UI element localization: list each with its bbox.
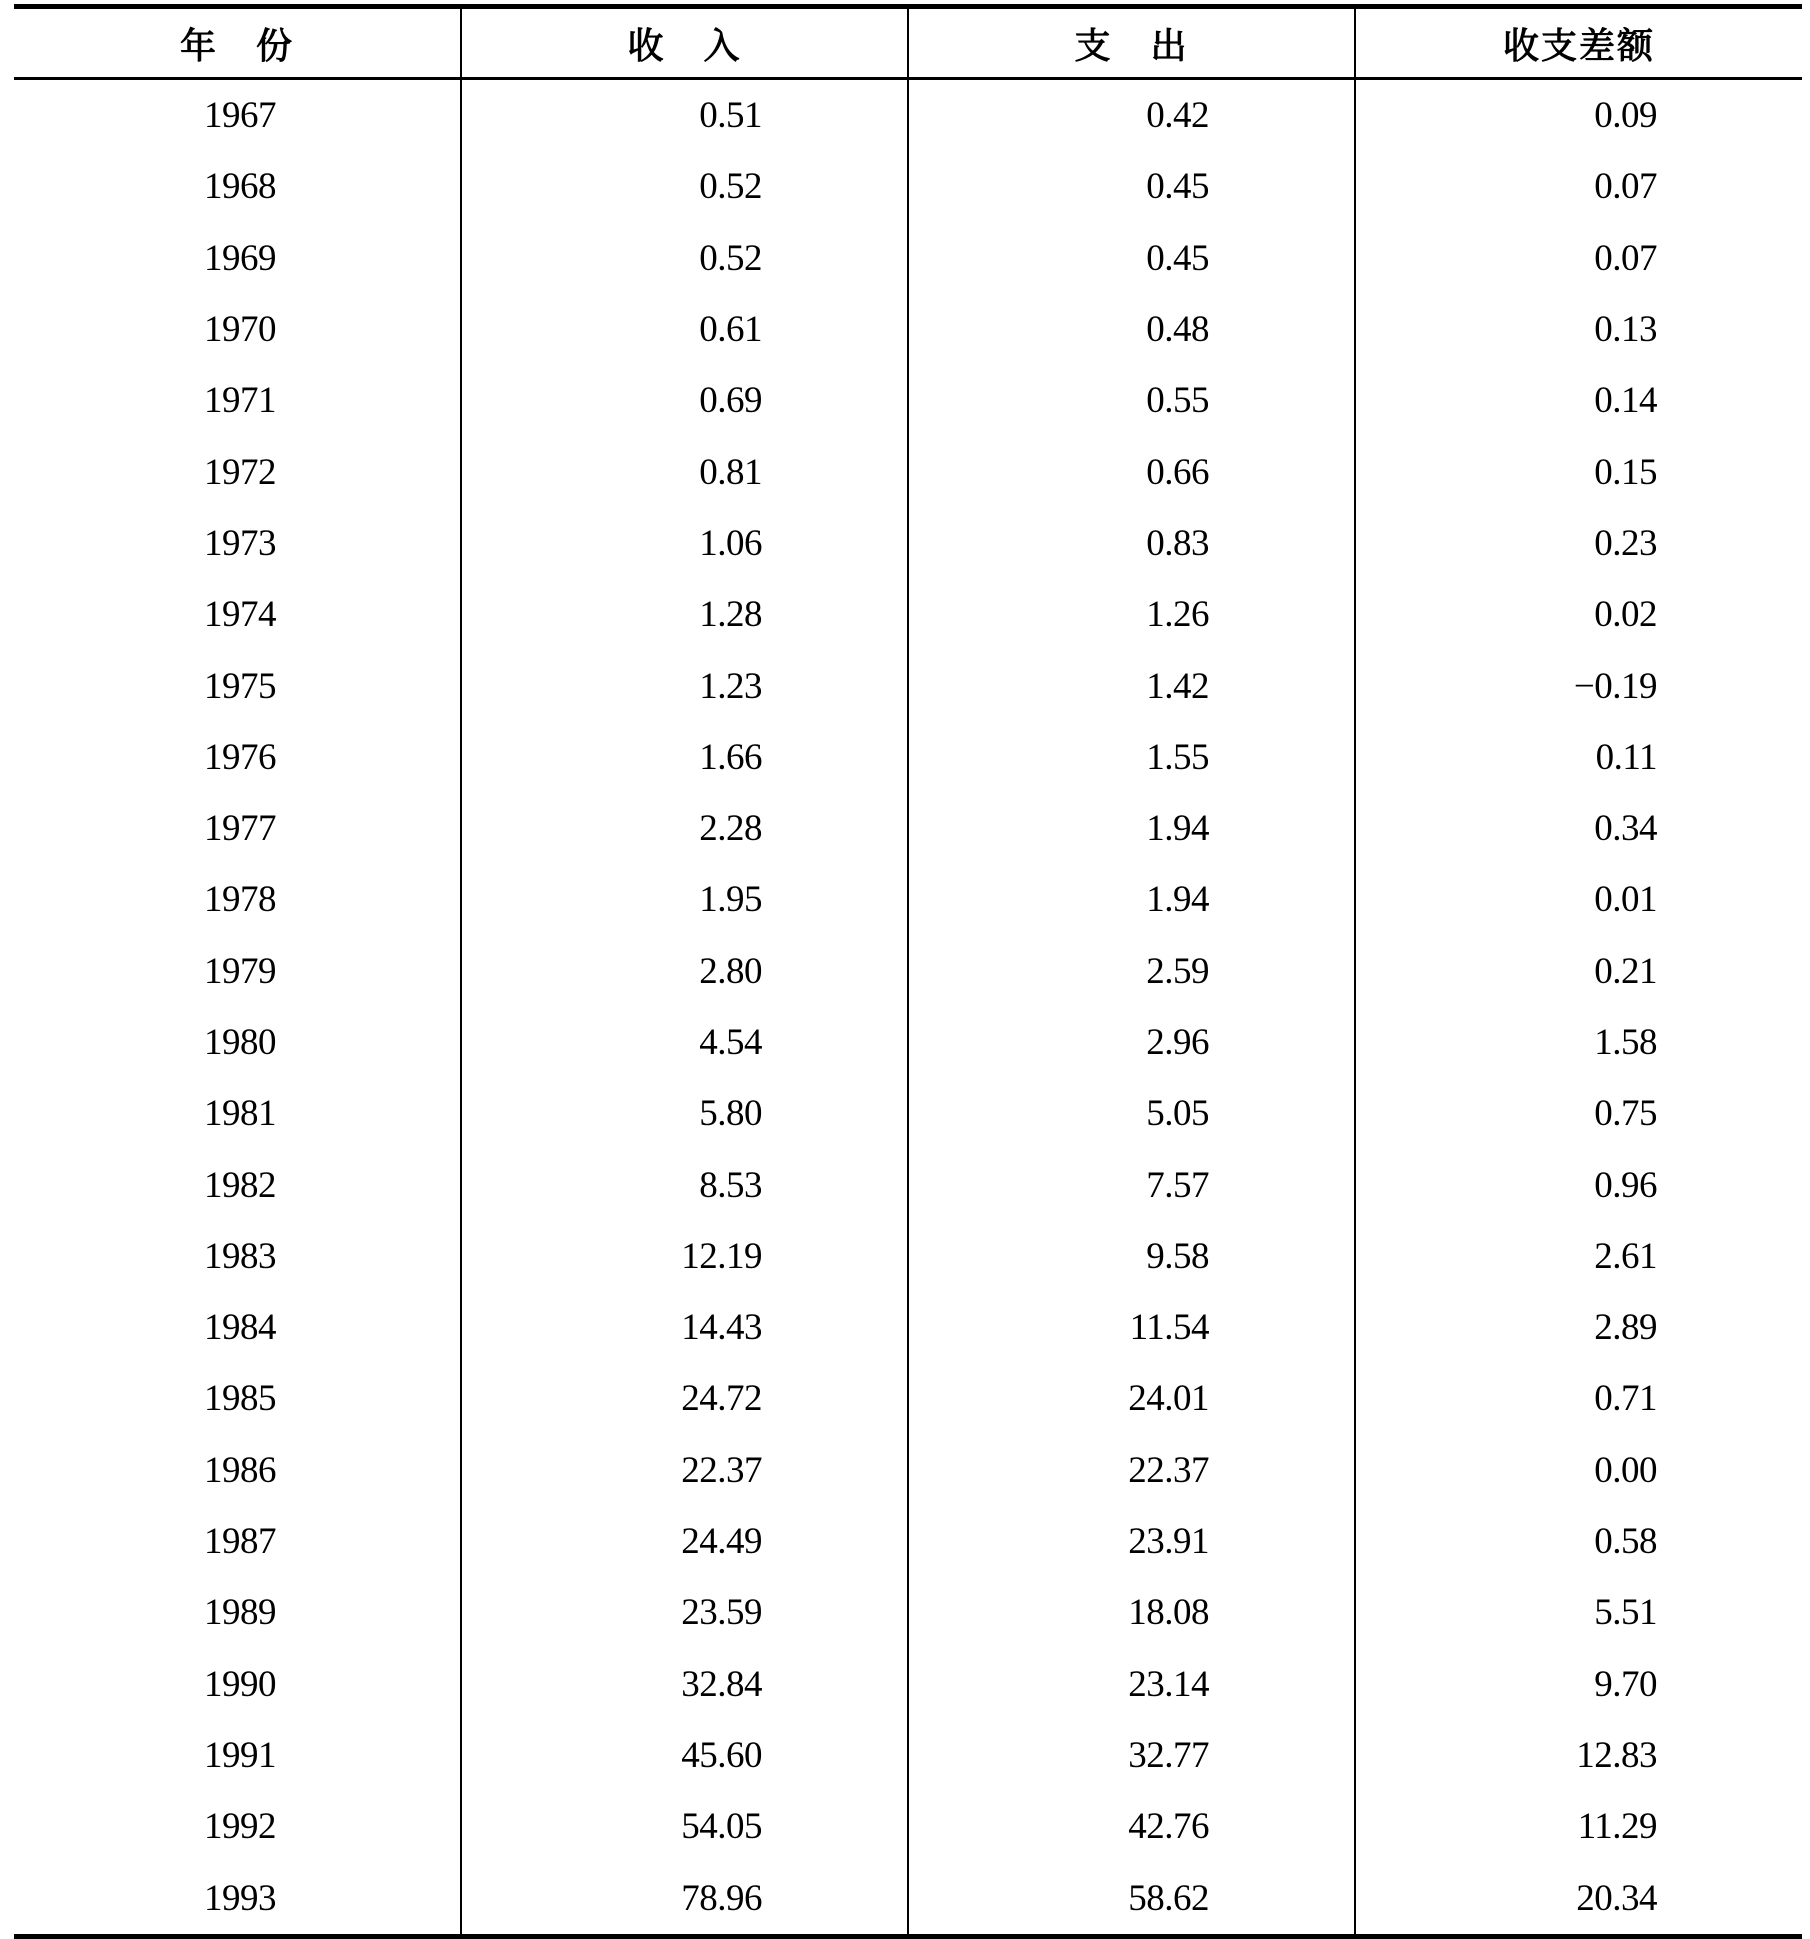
- cell-balance: 0.14: [1355, 365, 1802, 436]
- cell-income: 1.23: [461, 650, 908, 721]
- cell-income: 1.28: [461, 579, 908, 650]
- cell-year: 1993: [204, 1877, 276, 1919]
- cell-income: 23.59: [461, 1577, 908, 1648]
- cell-expenditure: 5.05: [908, 1078, 1355, 1149]
- cell-year: 1974: [204, 594, 276, 636]
- table-row: [14, 223, 1802, 294]
- cell-balance: 0.09: [1355, 79, 1802, 152]
- cell-income: 0.52: [461, 223, 908, 294]
- cell-expenditure: 2.59: [908, 936, 1355, 1007]
- table-row: [14, 1720, 1802, 1791]
- table-row: [14, 79, 1802, 152]
- table-row: [14, 579, 1802, 650]
- table-row: [14, 1221, 1802, 1292]
- cell-income: 1.06: [461, 508, 908, 579]
- column-header-year: 年 份: [179, 25, 294, 67]
- cell-expenditure: 0.45: [908, 223, 1355, 294]
- cell-expenditure: 0.55: [908, 365, 1355, 436]
- cell-balance: 0.01: [1355, 864, 1802, 935]
- table-row: [14, 1791, 1802, 1862]
- cell-balance: 0.00: [1355, 1435, 1802, 1506]
- cell-expenditure: 0.42: [908, 79, 1355, 152]
- cell-balance: 0.23: [1355, 508, 1802, 579]
- cell-income: 4.54: [461, 1007, 908, 1078]
- cell-year: 1969: [204, 237, 276, 279]
- cell-year: 1976: [204, 736, 276, 778]
- cell-expenditure: 1.94: [908, 864, 1355, 935]
- cell-year: 1971: [204, 380, 276, 422]
- column-header-expenditure: 支 出: [908, 7, 1355, 79]
- cell-year: 1987: [204, 1521, 276, 1563]
- cell-year: 1990: [204, 1663, 276, 1705]
- cell-income: 2.28: [461, 793, 908, 864]
- table-row: [14, 1007, 1802, 1078]
- cell-balance: 2.61: [1355, 1221, 1802, 1292]
- cell-income: 0.61: [461, 294, 908, 365]
- table-row: [14, 294, 1802, 365]
- cell-expenditure: 22.37: [908, 1435, 1355, 1506]
- cell-expenditure: 9.58: [908, 1221, 1355, 1292]
- cell-balance: −0.19: [1355, 650, 1802, 721]
- table-row: [14, 650, 1802, 721]
- cell-income: 0.51: [461, 79, 908, 152]
- cell-year: 1982: [204, 1164, 276, 1206]
- cell-year: 1975: [204, 665, 276, 707]
- table-row: [14, 151, 1802, 222]
- cell-balance: 0.11: [1355, 722, 1802, 793]
- cell-year: 1970: [204, 309, 276, 351]
- cell-balance: 20.34: [1355, 1862, 1802, 1936]
- cell-expenditure: 7.57: [908, 1149, 1355, 1220]
- cell-income: 45.60: [461, 1720, 908, 1791]
- cell-expenditure: 0.48: [908, 294, 1355, 365]
- cell-expenditure: 2.96: [908, 1007, 1355, 1078]
- cell-year: 1981: [204, 1093, 276, 1135]
- table-container: [14, 4, 1802, 1939]
- cell-expenditure: 0.83: [908, 508, 1355, 579]
- cell-balance: 0.71: [1355, 1363, 1802, 1434]
- cell-income: 2.80: [461, 936, 908, 1007]
- cell-income: 54.05: [461, 1791, 908, 1862]
- cell-expenditure: 0.66: [908, 436, 1355, 507]
- cell-balance: 0.96: [1355, 1149, 1802, 1220]
- table-row: [14, 365, 1802, 436]
- cell-balance: 9.70: [1355, 1649, 1802, 1720]
- table-row: [14, 936, 1802, 1007]
- table-body: [14, 79, 1802, 1937]
- cell-year: 1977: [204, 808, 276, 850]
- table-row: [14, 1435, 1802, 1506]
- cell-income: 1.66: [461, 722, 908, 793]
- table-row: [14, 864, 1802, 935]
- cell-expenditure: 1.42: [908, 650, 1355, 721]
- cell-expenditure: 1.94: [908, 793, 1355, 864]
- column-header-balance: 收支差额: [1355, 7, 1802, 79]
- table-row: [14, 1363, 1802, 1434]
- cell-year: 1985: [204, 1378, 276, 1420]
- cell-balance: 12.83: [1355, 1720, 1802, 1791]
- cell-year: 1978: [204, 879, 276, 921]
- cell-year: 1968: [204, 166, 276, 208]
- cell-income: 1.95: [461, 864, 908, 935]
- table-row: [14, 1577, 1802, 1648]
- table-row: [14, 1649, 1802, 1720]
- cell-year: 1980: [204, 1022, 276, 1063]
- cell-income: 14.43: [461, 1292, 908, 1363]
- cell-year: 1979: [204, 950, 276, 992]
- cell-balance: 0.75: [1355, 1078, 1802, 1149]
- table-row: [14, 1149, 1802, 1220]
- cell-income: 5.80: [461, 1078, 908, 1149]
- table-row: [14, 436, 1802, 507]
- cell-expenditure: 24.01: [908, 1363, 1355, 1434]
- cell-year: 1967: [204, 95, 276, 137]
- cell-balance: 2.89: [1355, 1292, 1802, 1363]
- cell-year: 1984: [204, 1307, 276, 1349]
- cell-income: 22.37: [461, 1435, 908, 1506]
- cell-expenditure: 23.91: [908, 1506, 1355, 1577]
- cell-balance: 0.58: [1355, 1506, 1802, 1577]
- cell-balance: 5.51: [1355, 1577, 1802, 1648]
- cell-expenditure: 42.76: [908, 1791, 1355, 1862]
- cell-income: 32.84: [461, 1649, 908, 1720]
- table-row: [14, 1862, 1802, 1936]
- header-row: [14, 7, 1802, 79]
- cell-income: 12.19: [461, 1221, 908, 1292]
- cell-year: 1989: [204, 1592, 276, 1634]
- table-row: [14, 793, 1802, 864]
- table-header: [14, 7, 1802, 79]
- cell-income: 0.52: [461, 151, 908, 222]
- cell-year: 1983: [204, 1235, 276, 1277]
- cell-year: 1992: [204, 1806, 276, 1848]
- cell-balance: 0.07: [1355, 223, 1802, 294]
- cell-income: 0.69: [461, 365, 908, 436]
- cell-year: 1986: [204, 1449, 276, 1491]
- data-table: [14, 4, 1802, 1939]
- cell-expenditure: 32.77: [908, 1720, 1355, 1791]
- cell-expenditure: 0.45: [908, 151, 1355, 222]
- cell-expenditure: 11.54: [908, 1292, 1355, 1363]
- column-header-income: 收 入: [461, 7, 908, 79]
- cell-expenditure: 18.08: [908, 1577, 1355, 1648]
- cell-income: 24.49: [461, 1506, 908, 1577]
- cell-year: 1991: [204, 1734, 276, 1776]
- table-row: [14, 722, 1802, 793]
- cell-income: 78.96: [461, 1862, 908, 1936]
- cell-income: 8.53: [461, 1149, 908, 1220]
- table-row: [14, 1506, 1802, 1577]
- cell-balance: 11.29: [1355, 1791, 1802, 1862]
- cell-balance: 0.34: [1355, 793, 1802, 864]
- cell-balance: 1.58: [1355, 1007, 1802, 1078]
- cell-balance: 0.21: [1355, 936, 1802, 1007]
- cell-balance: 0.13: [1355, 294, 1802, 365]
- cell-expenditure: 23.14: [908, 1649, 1355, 1720]
- cell-expenditure: 1.26: [908, 579, 1355, 650]
- table-row: [14, 1078, 1802, 1149]
- cell-year: 1972: [204, 451, 276, 493]
- cell-income: 24.72: [461, 1363, 908, 1434]
- table-row: [14, 1292, 1802, 1363]
- cell-expenditure: 1.55: [908, 722, 1355, 793]
- cell-expenditure: 58.62: [908, 1862, 1355, 1936]
- cell-balance: 0.07: [1355, 151, 1802, 222]
- cell-income: 0.81: [461, 436, 908, 507]
- cell-year: 1973: [204, 522, 276, 564]
- cell-balance: 0.02: [1355, 579, 1802, 650]
- table-row: [14, 508, 1802, 579]
- cell-balance: 0.15: [1355, 436, 1802, 507]
